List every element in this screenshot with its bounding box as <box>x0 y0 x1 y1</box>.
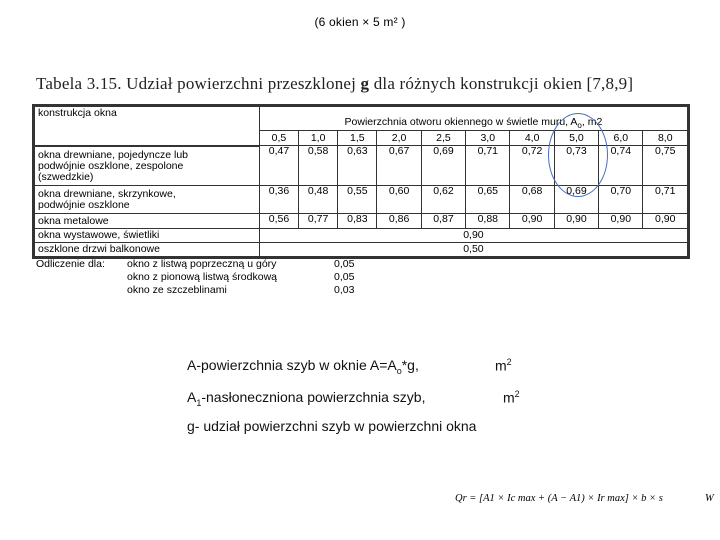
heat-gain-formula <box>455 493 714 504</box>
definition-2-unit-exp: 2 <box>514 389 520 399</box>
glazing-value-cell: 0,87 <box>421 214 465 229</box>
glazing-value-cell: 0,69 <box>421 146 465 186</box>
construction-name-line: (szwedzkie) <box>38 170 94 183</box>
definition-line-1 <box>187 357 419 376</box>
definition-1-main: A-powierzchnia szyb w oknie A=A <box>187 357 397 373</box>
table-row <box>35 229 688 243</box>
area-value-cell: 2,5 <box>421 131 465 146</box>
area-header-text: Powierzchnia otworu okiennego w świetle muru, A <box>344 116 578 129</box>
construction-name-cell <box>35 214 260 229</box>
top-note: (6 okien × 5 m² ) <box>314 15 406 29</box>
definition-1-unit-exp: 2 <box>506 357 512 367</box>
definition-1-sub: o <box>396 365 402 376</box>
construction-name-line: okna drewniane, pojedyncze lub <box>38 148 189 161</box>
table-title <box>36 74 633 94</box>
area-header <box>259 107 687 131</box>
definition-1-unit-m: m <box>495 357 507 374</box>
definition-1-tail: *g, <box>401 357 419 373</box>
area-value-cell: 2,0 <box>377 131 421 146</box>
glazing-value-cell: 0,73 <box>554 146 598 186</box>
definition-2-sub: 1 <box>196 397 202 408</box>
annotation-circle <box>548 113 608 197</box>
construction-name-line: okna drewniane, skrzynkowe, <box>38 187 176 200</box>
definition-2-main: A <box>187 389 197 405</box>
glazing-value-cell: 0,75 <box>643 146 688 186</box>
glazing-value-cell: 0,62 <box>421 186 465 214</box>
deduction-value: 0,03 <box>334 284 355 296</box>
glazing-value-cell: 0,36 <box>259 186 298 214</box>
area-value-cell: 3,0 <box>466 131 510 146</box>
definition-2-tail: -nasłoneczniona powierzchnia szyb, <box>201 389 426 405</box>
glazing-value-cell: 0,71 <box>643 186 688 214</box>
glazing-value-cell: 0,72 <box>510 146 554 186</box>
deduction-text: okno z pionową listwą środkową <box>127 271 277 283</box>
area-value-cell: 1,0 <box>299 131 338 146</box>
glazing-value-cell: 0,67 <box>377 146 421 186</box>
glazing-value-cell: 0,86 <box>377 214 421 229</box>
glazing-value-cell: 0,90 <box>510 214 554 229</box>
glazing-value-cell: 0,88 <box>466 214 510 229</box>
glazing-value-cell: 0,63 <box>338 146 377 186</box>
definition-line-3: g- udział powierzchni szyb w powierzchni okna <box>187 418 477 434</box>
definition-2-unit-m: m <box>503 389 515 406</box>
area-header-sub: o <box>577 121 582 131</box>
table-row <box>35 214 688 229</box>
glazing-value-cell: 0,90 <box>259 229 687 243</box>
area-value-cell: 4,0 <box>510 131 554 146</box>
deduction-value: 0,05 <box>334 271 355 283</box>
glazing-value-cell: 0,65 <box>466 186 510 214</box>
construction-name-line: okna metalowe <box>38 214 109 227</box>
column-header-construction: konstrukcja okna <box>35 107 260 146</box>
area-value-cell: 8,0 <box>643 131 688 146</box>
glazing-value-cell: 0,58 <box>299 146 338 186</box>
area-header-unit: , m2 <box>581 116 603 129</box>
glazing-value-cell: 0,71 <box>466 146 510 186</box>
construction-name-cell <box>35 186 260 214</box>
table-row <box>35 243 688 257</box>
formula-text: Qr = [A1 × Ic max + (A − A1) × Ir max] × b × s <box>455 493 663 504</box>
definition-2-unit <box>503 389 520 406</box>
glazing-value-cell: 0,56 <box>259 214 298 229</box>
deduction-value: 0,05 <box>334 258 355 270</box>
area-value-cell: 0,5 <box>259 131 298 146</box>
construction-name-cell: okna wystawowe, świetliki <box>35 229 260 243</box>
glazing-value-cell: 0,60 <box>377 186 421 214</box>
glazing-value-cell: 0,70 <box>599 186 643 214</box>
glazing-value-cell: 0,55 <box>338 186 377 214</box>
deduction-text: okno ze szczeblinami <box>127 284 227 296</box>
area-value-cell: 5,0 <box>554 131 598 146</box>
table-title-prefix: Tabela 3.15. Udział powierzchni przeszklonej <box>36 74 361 93</box>
definition-1-unit <box>495 357 512 374</box>
area-value-cell: 1,5 <box>338 131 377 146</box>
formula-unit: W <box>705 493 714 504</box>
glazing-value-cell: 0,50 <box>259 243 687 257</box>
table-title-bold: g <box>360 74 370 93</box>
construction-name-cell <box>35 146 260 186</box>
area-value-cell: 6,0 <box>599 131 643 146</box>
construction-name-line: podwójnie oszklone <box>38 198 130 211</box>
glazing-value-cell: 0,47 <box>259 146 298 186</box>
construction-name-line: podwójnie oszklone, zespolone <box>38 159 184 172</box>
deductions-label: Odliczenie dla: <box>36 258 105 270</box>
glazing-value-cell: 0,68 <box>510 186 554 214</box>
table-title-suffix: dla różnych konstrukcji okien [7,8,9] <box>369 74 634 93</box>
glazing-value-cell: 0,74 <box>599 146 643 186</box>
construction-name-cell: oszklone drzwi balkonowe <box>35 243 260 257</box>
glazing-value-cell: 0,48 <box>299 186 338 214</box>
glazing-value-cell: 0,77 <box>299 214 338 229</box>
glazing-value-cell: 0,90 <box>643 214 688 229</box>
deduction-text: okno z listwą poprzeczną u góry <box>127 258 277 270</box>
glazing-value-cell: 0,90 <box>599 214 643 229</box>
glazing-value-cell: 0,83 <box>338 214 377 229</box>
definition-line-2 <box>187 389 426 408</box>
glazing-value-cell: 0,69 <box>554 186 598 214</box>
glazing-value-cell: 0,90 <box>554 214 598 229</box>
